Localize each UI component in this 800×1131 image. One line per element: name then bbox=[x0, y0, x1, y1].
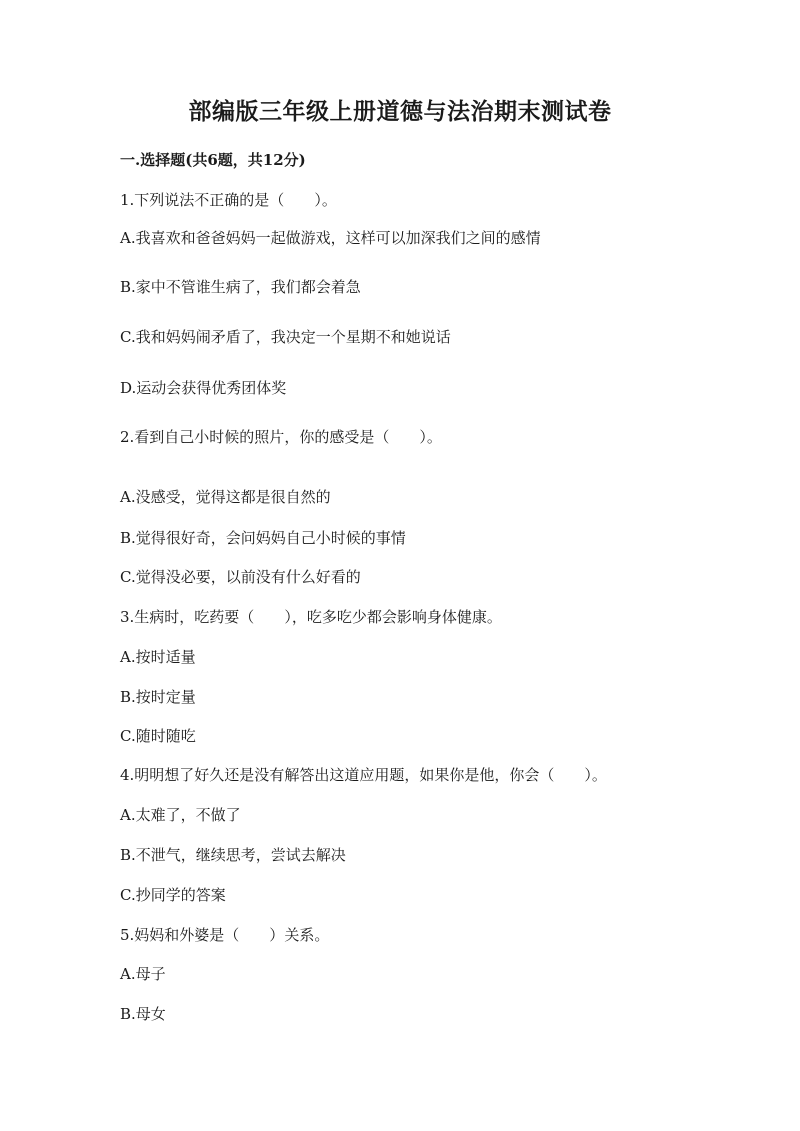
question-2-option-a: A.没感受，觉得这都是很自然的 bbox=[120, 488, 331, 506]
question-3-option-b: B.按时定量 bbox=[120, 688, 196, 706]
question-1-stem: 1.下列说法不正确的是（ ）。 bbox=[120, 191, 337, 209]
question-5-stem: 5.妈妈和外婆是（ ）关系。 bbox=[120, 926, 330, 944]
question-1-option-a: A.我喜欢和爸爸妈妈一起做游戏，这样可以加深我们之间的感情 bbox=[120, 229, 541, 247]
question-1-option-b: B.家中不管谁生病了，我们都会着急 bbox=[120, 278, 361, 296]
section-heading: 一.选择题(共6题，共12分) bbox=[120, 151, 306, 169]
question-2-stem: 2.看到自己小时候的照片，你的感受是（ ）。 bbox=[120, 428, 442, 446]
page-title: 部编版三年级上册道德与法治期末测试卷 bbox=[188, 98, 612, 125]
question-4-stem: 4.明明想了好久还是没有解答出这道应用题，如果你是他，你会（ ）。 bbox=[120, 766, 607, 784]
question-2-option-c: C.觉得没必要，以前没有什么好看的 bbox=[120, 568, 361, 586]
question-3-option-c: C.随时随吃 bbox=[120, 727, 196, 745]
question-3-option-a: A.按时适量 bbox=[120, 648, 196, 666]
question-1-option-d: D.运动会获得优秀团体奖 bbox=[120, 379, 287, 397]
question-4-option-a: A.太难了，不做了 bbox=[120, 806, 241, 824]
question-4-option-c: C.抄同学的答案 bbox=[120, 886, 226, 904]
question-2-option-b: B.觉得很好奇，会问妈妈自己小时候的事情 bbox=[120, 529, 406, 547]
question-4-option-b: B.不泄气，继续思考，尝试去解决 bbox=[120, 846, 346, 864]
question-5-option-a: A.母子 bbox=[120, 965, 166, 983]
question-3-stem: 3.生病时，吃药要（ ），吃多吃少都会影响身体健康。 bbox=[120, 608, 502, 626]
question-5-option-b: B.母女 bbox=[120, 1005, 166, 1023]
question-1-option-c: C.我和妈妈闹矛盾了，我决定一个星期不和她说话 bbox=[120, 328, 451, 346]
